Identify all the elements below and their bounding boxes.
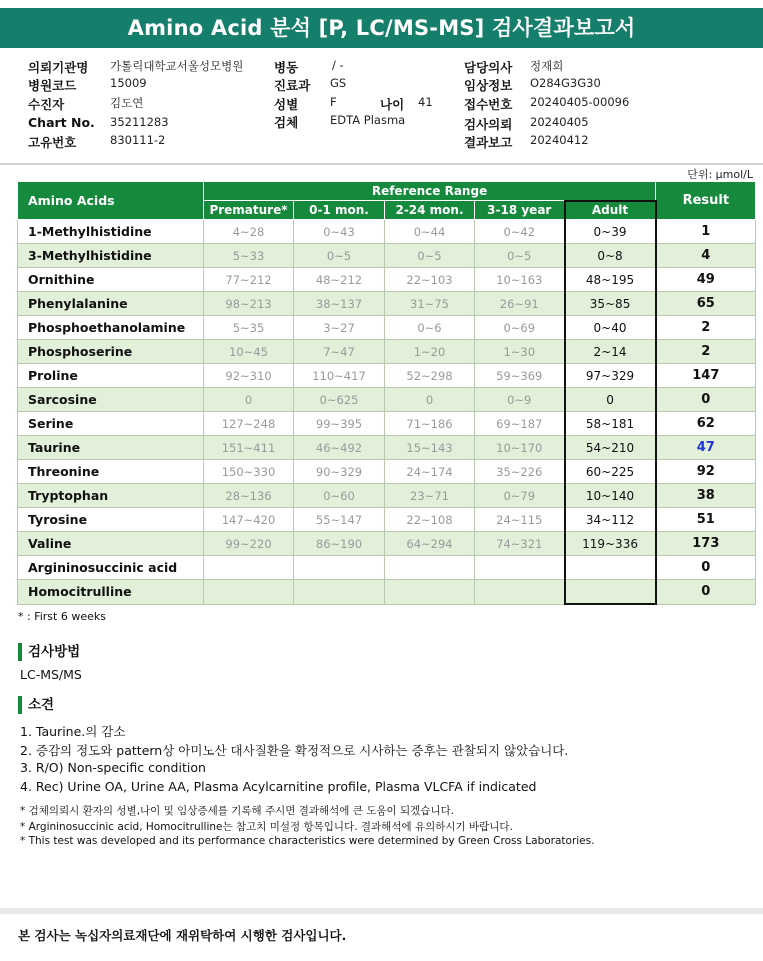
range-y3-18: 10~163	[475, 268, 565, 292]
info-label-patient: 수진자	[28, 97, 65, 112]
amino-acid-name: Tyrosine	[18, 508, 204, 532]
result-value: 62	[656, 412, 756, 436]
table-row	[18, 580, 756, 605]
range-y3-18: 59~369	[475, 364, 565, 388]
findings-title: 소견	[18, 696, 54, 714]
range-y3-18: 0~79	[475, 484, 565, 508]
range-m2-24	[385, 580, 475, 605]
range-y3-18: 0~69	[475, 316, 565, 340]
info-label-physician: 담당의사	[464, 60, 513, 75]
range-m0-1: 46~492	[294, 436, 385, 460]
range-m2-24: 0~6	[385, 316, 475, 340]
header-0-1-mon: 0-1 mon.	[294, 201, 385, 220]
amino-acid-name: Serine	[18, 412, 204, 436]
range-m2-24: 71~186	[385, 412, 475, 436]
amino-acid-name: Phenylalanine	[18, 292, 204, 316]
note-item: * Argininosuccinic acid, Homocitrulline는 참고치 미설정 항목입니다. 결과해석에 유의하시기 바랍니다.	[20, 821, 513, 833]
range-y3-18	[475, 556, 565, 580]
range-m0-1: 48~212	[294, 268, 385, 292]
info-value-specimen: EDTA Plasma	[330, 113, 406, 127]
info-label-ward: 병동	[274, 60, 299, 75]
result-value: 0	[656, 388, 756, 412]
range-adult: 34~112	[565, 508, 656, 532]
header-adult: Adult	[565, 201, 656, 220]
range-m2-24: 31~75	[385, 292, 475, 316]
info-value-receipt-no: 20240405-00096	[530, 95, 630, 109]
finding-item: 2. 증감의 정도와 pattern상 아미노산 대사질환을 확정적으로 시사하는 증후는 관찰되지 않았습니다.	[20, 743, 569, 758]
amino-acid-name: Sarcosine	[18, 388, 204, 412]
info-value-chart-no: 35211283	[110, 115, 169, 129]
range-m0-1: 3~27	[294, 316, 385, 340]
range-m0-1: 99~395	[294, 412, 385, 436]
range-m0-1: 90~329	[294, 460, 385, 484]
range-m2-24: 23~71	[385, 484, 475, 508]
info-value-dept: GS	[330, 76, 347, 90]
range-premature: 4~28	[204, 220, 294, 244]
result-value: 147	[656, 364, 756, 388]
range-adult: 60~225	[565, 460, 656, 484]
range-m2-24: 1~20	[385, 340, 475, 364]
range-m2-24: 22~108	[385, 508, 475, 532]
range-adult: 0~8	[565, 244, 656, 268]
range-y3-18: 1~30	[475, 340, 565, 364]
finding-item: 4. Rec) Urine OA, Urine AA, Plasma Acylcarnitine profile, Plasma VLCFA if indicated	[20, 779, 537, 794]
info-value-hospital-code: 15009	[110, 76, 147, 90]
header-reference-range: Reference Range	[204, 182, 656, 201]
result-value: 47	[656, 436, 756, 460]
range-y3-18	[475, 580, 565, 605]
table-row	[18, 244, 756, 268]
info-value-ward: / -	[332, 58, 344, 72]
result-value: 2	[656, 340, 756, 364]
table-row	[18, 340, 756, 364]
range-premature: 92~310	[204, 364, 294, 388]
range-m2-24: 24~174	[385, 460, 475, 484]
header-amino-acids: Amino Acids	[18, 182, 204, 220]
range-m2-24: 0~44	[385, 220, 475, 244]
result-value: 38	[656, 484, 756, 508]
range-m0-1: 0~43	[294, 220, 385, 244]
range-adult: 35~85	[565, 292, 656, 316]
amino-acid-name: Phosphoserine	[18, 340, 204, 364]
range-y3-18: 35~226	[475, 460, 565, 484]
range-y3-18: 0~42	[475, 220, 565, 244]
table-row	[18, 316, 756, 340]
range-m2-24: 22~103	[385, 268, 475, 292]
amino-acid-name: Valine	[18, 532, 204, 556]
range-m0-1: 38~137	[294, 292, 385, 316]
info-label-chart-no: Chart No.	[28, 115, 95, 130]
info-value-institution: 가톨릭대학교서울성모병원	[110, 59, 244, 73]
patient-info	[0, 54, 763, 154]
range-premature: 147~420	[204, 508, 294, 532]
table-row	[18, 364, 756, 388]
range-premature: 150~330	[204, 460, 294, 484]
note-item: * This test was developed and its performance characteristics were determined by Green Cross Laboratories.	[20, 835, 595, 847]
range-premature: 151~411	[204, 436, 294, 460]
range-adult: 0~39	[565, 220, 656, 244]
table-row	[18, 412, 756, 436]
result-value: 92	[656, 460, 756, 484]
range-premature: 98~213	[204, 292, 294, 316]
range-premature: 99~220	[204, 532, 294, 556]
result-value: 65	[656, 292, 756, 316]
amino-acid-name: Ornithine	[18, 268, 204, 292]
info-label-institution: 의뢰기관명	[28, 60, 89, 75]
range-y3-18: 10~170	[475, 436, 565, 460]
table-row	[18, 436, 756, 460]
info-label-sex: 성별	[274, 97, 299, 112]
range-m0-1: 0~5	[294, 244, 385, 268]
unit-label: 단위: μmol/L	[687, 168, 753, 181]
amino-acid-name: Taurine	[18, 436, 204, 460]
info-value-report-date: 20240412	[530, 133, 589, 147]
result-value: 49	[656, 268, 756, 292]
range-premature	[204, 580, 294, 605]
range-premature: 10~45	[204, 340, 294, 364]
table-row	[18, 220, 756, 244]
info-label-dept: 진료과	[274, 78, 311, 93]
table-row	[18, 292, 756, 316]
finding-item: 3. R/O) Non-specific condition	[20, 760, 206, 775]
info-label-receipt-no: 접수번호	[464, 97, 513, 112]
range-y3-18: 0~5	[475, 244, 565, 268]
amino-acid-name: Phosphoethanolamine	[18, 316, 204, 340]
range-y3-18: 24~115	[475, 508, 565, 532]
table-row	[18, 460, 756, 484]
header-result: Result	[656, 182, 756, 220]
range-adult: 58~181	[565, 412, 656, 436]
info-label-unique-no: 고유번호	[28, 135, 77, 150]
info-value-patient: 김도연	[110, 96, 144, 110]
range-adult	[565, 556, 656, 580]
range-y3-18: 74~321	[475, 532, 565, 556]
range-adult: 0~40	[565, 316, 656, 340]
table-row	[18, 268, 756, 292]
range-m2-24	[385, 556, 475, 580]
range-m2-24: 52~298	[385, 364, 475, 388]
result-value: 51	[656, 508, 756, 532]
amino-acid-name: Proline	[18, 364, 204, 388]
range-m2-24: 64~294	[385, 532, 475, 556]
amino-acid-name: 3-Methylhistidine	[18, 244, 204, 268]
range-premature: 5~33	[204, 244, 294, 268]
header-3-18-year: 3-18 year	[475, 201, 565, 220]
info-label-request-date: 검사의뢰	[464, 117, 513, 132]
result-value: 0	[656, 580, 756, 605]
info-label-specimen: 검체	[274, 115, 299, 130]
range-m0-1: 86~190	[294, 532, 385, 556]
range-y3-18: 69~187	[475, 412, 565, 436]
divider	[0, 163, 763, 165]
range-y3-18: 26~91	[475, 292, 565, 316]
table-row	[18, 532, 756, 556]
amino-acid-name: Threonine	[18, 460, 204, 484]
info-label-report-date: 결과보고	[464, 135, 513, 150]
range-premature: 0	[204, 388, 294, 412]
range-adult: 2~14	[565, 340, 656, 364]
amino-acid-name: 1-Methylhistidine	[18, 220, 204, 244]
range-adult: 48~195	[565, 268, 656, 292]
range-adult	[565, 580, 656, 605]
info-value-request-date: 20240405	[530, 115, 589, 129]
range-m2-24: 0~5	[385, 244, 475, 268]
table-footnote: * : First 6 weeks	[18, 610, 106, 623]
table-row	[18, 508, 756, 532]
range-premature	[204, 556, 294, 580]
info-label-clinical-info: 임상정보	[464, 78, 513, 93]
amino-acid-name: Tryptophan	[18, 484, 204, 508]
table-row	[18, 556, 756, 580]
info-label-age: 나이	[380, 97, 405, 112]
range-premature: 28~136	[204, 484, 294, 508]
range-m2-24: 0	[385, 388, 475, 412]
range-adult: 54~210	[565, 436, 656, 460]
info-value-physician: 정재희	[530, 59, 564, 73]
divider	[0, 908, 763, 914]
range-premature: 127~248	[204, 412, 294, 436]
report-title: Amino Acid 분석 [P, LC/MS-MS] 검사결과보고서	[0, 8, 763, 48]
range-m0-1: 55~147	[294, 508, 385, 532]
info-value-unique-no: 830111-2	[110, 133, 166, 147]
range-m0-1	[294, 580, 385, 605]
result-value: 0	[656, 556, 756, 580]
table-row	[18, 388, 756, 412]
range-y3-18: 0~9	[475, 388, 565, 412]
info-value-sex: F	[330, 95, 337, 109]
header-2-24-mon: 2-24 mon.	[385, 201, 475, 220]
amino-acid-name: Argininosuccinic acid	[18, 556, 204, 580]
info-value-clinical-info: O284G3G30	[530, 76, 601, 90]
range-adult: 10~140	[565, 484, 656, 508]
range-adult: 97~329	[565, 364, 656, 388]
note-item: * 검체의뢰시 환자의 성별,나이 및 임상증세를 기록해 주시면 결과해석에 큰 도움이 되겠습니다.	[20, 805, 455, 817]
header-premature: Premature*	[204, 201, 294, 220]
result-value: 1	[656, 220, 756, 244]
range-premature: 5~35	[204, 316, 294, 340]
finding-item: 1. Taurine.의 감소	[20, 724, 126, 739]
range-adult: 119~336	[565, 532, 656, 556]
table-row	[18, 484, 756, 508]
info-label-hospital-code: 병원코드	[28, 78, 77, 93]
range-m2-24: 15~143	[385, 436, 475, 460]
range-m0-1: 7~47	[294, 340, 385, 364]
result-value: 173	[656, 532, 756, 556]
range-adult: 0	[565, 388, 656, 412]
amino-acid-table	[17, 181, 756, 605]
result-value: 4	[656, 244, 756, 268]
range-m0-1: 0~625	[294, 388, 385, 412]
bottom-statement: 본 검사는 녹십자의료재단에 재위탁하여 시행한 검사입니다.	[18, 928, 347, 943]
range-m0-1: 0~60	[294, 484, 385, 508]
method-title: 검사방법	[18, 643, 80, 661]
range-premature: 77~212	[204, 268, 294, 292]
amino-acid-name: Homocitrulline	[18, 580, 204, 605]
method-text: LC-MS/MS	[20, 667, 82, 682]
info-value-age: 41	[418, 95, 433, 109]
range-m0-1	[294, 556, 385, 580]
result-value: 2	[656, 316, 756, 340]
range-m0-1: 110~417	[294, 364, 385, 388]
